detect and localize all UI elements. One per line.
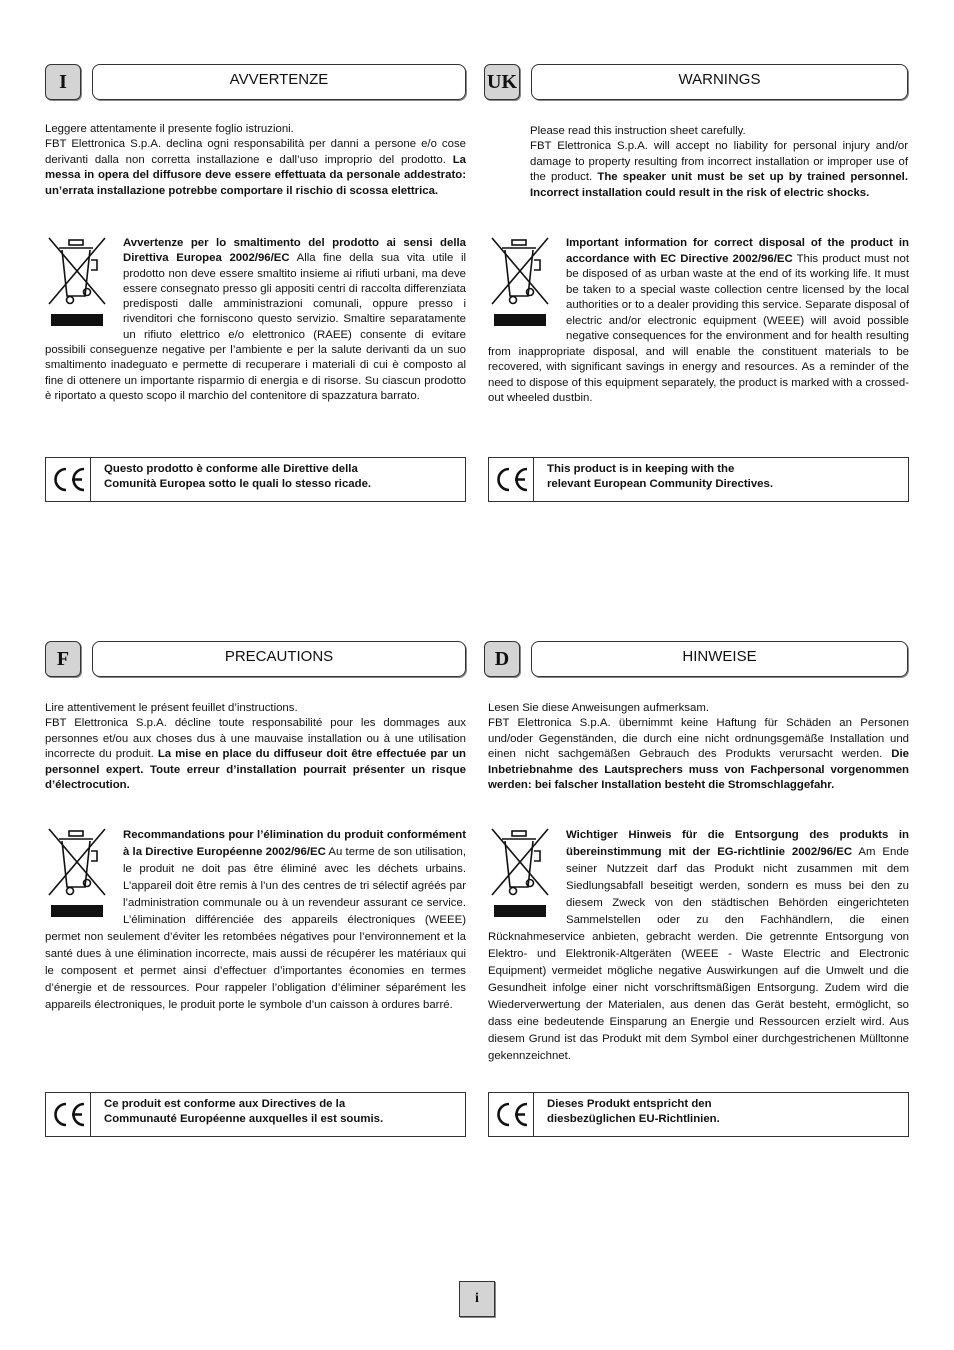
- ce-line1-it: Questo prodotto è conforme alle Direttive della: [104, 463, 358, 475]
- ce-mark-icon: [489, 1093, 534, 1136]
- section-title-it: AVVERTENZE: [92, 64, 466, 100]
- ce-line2-de: diesbezüglichen EU-Richtlinien.: [547, 1113, 720, 1126]
- crossed-bin-icon: [488, 236, 554, 334]
- page-number: i: [459, 1281, 495, 1317]
- intro-uk: [530, 124, 908, 201]
- disposal-text-fr: Au terme de son utilisation, le produit ne doit pas être éliminé avec les déchets urbains. L’appareil doit être remis à l’un des centres de tri sélectif agréés par l’administration communale ou à un revendeur assurant ce service. L’élimination différenciée des appareils électroniques (WEEE) permet non seulement d’éviter les retombées négatives pour l’environnement et la santé dues à une élimination incorrecte, mais aussi de récupérer les matériaux qui le composent et permet ainsi d’effectuer d’importantes économies en termes d’énergie et de ressources. Pour rappeler l’obligation d’éliminer séparément les appareils électroniques, le produit porte le symbole d’un caisson à ordures barré.: [45, 846, 466, 1011]
- intro-line-de: Lesen Sie diese Anweisungen aufmerksam.: [488, 702, 709, 714]
- intro-text-fr: FBT Elettronica S.p.A. décline toute responsabilité pour les dommages aux personnes et/ou aux choses dus à une mauvaise installation ou à une utilisation incorrecte du produit.: [45, 717, 466, 761]
- ce-line2-it: Comunità Europea sotto le quali lo stesso ricade.: [104, 478, 372, 491]
- language-badge-de: D: [484, 641, 520, 677]
- ce-line2-uk: relevant European Community Directives.: [547, 478, 773, 491]
- crossed-bin-icon: [488, 827, 554, 925]
- disposal-fr: [45, 827, 466, 1014]
- ce-box-fr: [45, 1092, 466, 1137]
- intro-warning-uk: The speaker unit must be set up by trained personnel. Incorrect installation could result in the risk of electric shocks.: [530, 171, 908, 199]
- section-title-de: HINWEISE: [531, 641, 908, 677]
- ce-line1-fr: Ce produit est conforme aux Directives de la: [104, 1098, 346, 1110]
- intro-warning-de: Die Inbetriebnahme des Lautsprechers muss von Fachpersonal vorgenommen werden: bei falscher Installation besteht die Stromschlaggefahr.: [488, 748, 909, 792]
- ce-box-uk: [488, 457, 909, 502]
- section-fr: [45, 641, 466, 679]
- section-de: [484, 641, 908, 679]
- disposal-text-uk: This product must not be disposed of as urban waste at the end of its working life. It must be taken to a special waste collection centre licensed by the local authorities or to a dealer providing this service. Separate disposal of electric and/or electronic equipment (WEEE) will avoid possible negative consequences for the environment and for health resulting from inappropriate disposal, and will enable the constituent materials to be recovered, with significant savings in energy and resources. As a reminder of the need to dispose of this equipment separately, the product is marked with a crossed-out wheeled dustbin.: [488, 252, 909, 404]
- ce-box-it: [45, 457, 466, 502]
- disposal-heading-de: Wichtiger Hinweis für die Entsorgung des produkts in übereinstimmung mit der EG-richtlinie 2002/96/EC: [566, 829, 909, 858]
- intro-fr: [45, 701, 466, 793]
- language-badge-fr: F: [45, 641, 81, 677]
- disposal-heading-it: Avvertenze per lo smaltimento del prodotto ai sensi della Direttiva Europea 2002/96/EC: [123, 237, 466, 265]
- ce-mark-icon: [46, 458, 91, 501]
- crossed-bin-icon: [45, 827, 111, 925]
- section-uk: [484, 64, 908, 102]
- intro-line-it: Leggere attentamente il presente foglio istruzioni.: [45, 123, 294, 135]
- intro-text-uk: FBT Elettronica S.p.A. will accept no liability for personal injury and/or damage to property resulting from incorrect installation or improper use of the product.: [530, 140, 908, 184]
- ce-mark-icon: [489, 458, 534, 501]
- intro-warning-fr: La mise en place du diffuseur doit être effectuée par un personnel expert. Toute erreur d’installation pourrait présenter un risque d’électrocution.: [45, 748, 466, 792]
- intro-text-it: FBT Elettronica S.p.A. declina ogni responsabilità per danni a persone e/o cose derivanti dalla non corretta installazione e dall’uso improprio del prodotto.: [45, 138, 466, 166]
- intro-warning-it: La messa in opera del diffusore deve essere effettuata da personale addestrato: un’errata installazione potrebbe comportare il rischio di scossa elettrica.: [45, 153, 466, 197]
- ce-line1-uk: This product is in keeping with the: [547, 463, 735, 475]
- disposal-de: [488, 827, 909, 1065]
- ce-mark-icon: [46, 1093, 91, 1136]
- disposal-text-de: Am Ende seiner Nutzzeit darf das Produkt nicht zusammen mit dem Siedlungsabfall beseitigt werden, sondern es muss bei den zu diesem Zweck von den städtischen Behörden eingerichteten Sammelstellen oder zu den Fachhändlern, die einen Rücknahmeservice anbieten, gebracht werden. Die getrennte Entsorgung von Elektro- und Elektronik-Altgeräten (WEEE - Waste Electric and Electronic Equipment) vermeidet mögliche negative Auswirkungen auf die Umwelt und die Gesundheit infolge einer nicht vorschriftsmäßigen Entsorgung. Zudem wird die Wiederverwertung der Materialen, aus denen das Gerät besteht, ermöglicht, so dass eine bedeutende Einsparung an Energie und Ressourcen erzielt wird. Aus diesem Grund ist das Produkt mit dem Symbol einer durchgestrichenen Mülltonne gekennzeichnet.: [488, 846, 909, 1062]
- ce-box-de: [488, 1092, 909, 1137]
- ce-line1-de: Dieses Produkt entspricht den: [547, 1098, 712, 1110]
- disposal-heading-fr: Recommandations pour l’élimination du produit conformément à la Directive Européenne 2002/96/EC: [123, 829, 466, 858]
- intro-line-uk: Please read this instruction sheet carefully.: [530, 125, 746, 137]
- language-badge-uk: UK: [484, 64, 520, 100]
- section-title-uk: WARNINGS: [531, 64, 908, 100]
- ce-line2-fr: Communauté Européenne auxquelles il est soumis.: [104, 1113, 384, 1126]
- disposal-heading-uk: Important information for correct disposal of the product in accordance with EC Directive 2002/96/EC: [566, 237, 909, 265]
- intro-de: [488, 701, 909, 793]
- disposal-it: [45, 236, 466, 404]
- language-badge-it: I: [45, 64, 81, 100]
- disposal-text-it: Alla fine della sua vita utile il prodotto non deve essere smaltito insieme ai rifiuti urbani, ma deve essere consegnato presso gli appositi centri di raccolta differenziata predisposti dalle amministrazioni comunali, oppure presso i rivenditori che forniscono questo servizio. Smaltire separatamente un rifiuto elettrico e/o elettronico (RAEE) consente di evitare possibili conseguenze negative per l’ambiente e per la salute derivanti da un suo smaltimento inadeguato e permette di recuperare i materiali di cui è composto al fine di ottenere un importante risparmio di energia e di risorse. Su ciascun prodotto è riportato a questo scopo il marchio del contenitore di spazzatura barrato.: [45, 252, 467, 402]
- intro-text-de: FBT Elettronica S.p.A. übernimmt keine Haftung für Schäden an Personen und/oder Gegenständen, die durch eine nicht ordnungsgemäße Installation und einen nicht sachgemäßen Gebrauch des Produkts verursacht werden.: [488, 717, 909, 761]
- section-it: [45, 64, 466, 102]
- crossed-bin-icon: [45, 236, 111, 334]
- intro-it: [45, 122, 466, 199]
- disposal-uk: [488, 236, 909, 407]
- section-title-fr: PRECAUTIONS: [92, 641, 466, 677]
- intro-line-fr: Lire attentivement le présent feuillet d’instructions.: [45, 702, 298, 714]
